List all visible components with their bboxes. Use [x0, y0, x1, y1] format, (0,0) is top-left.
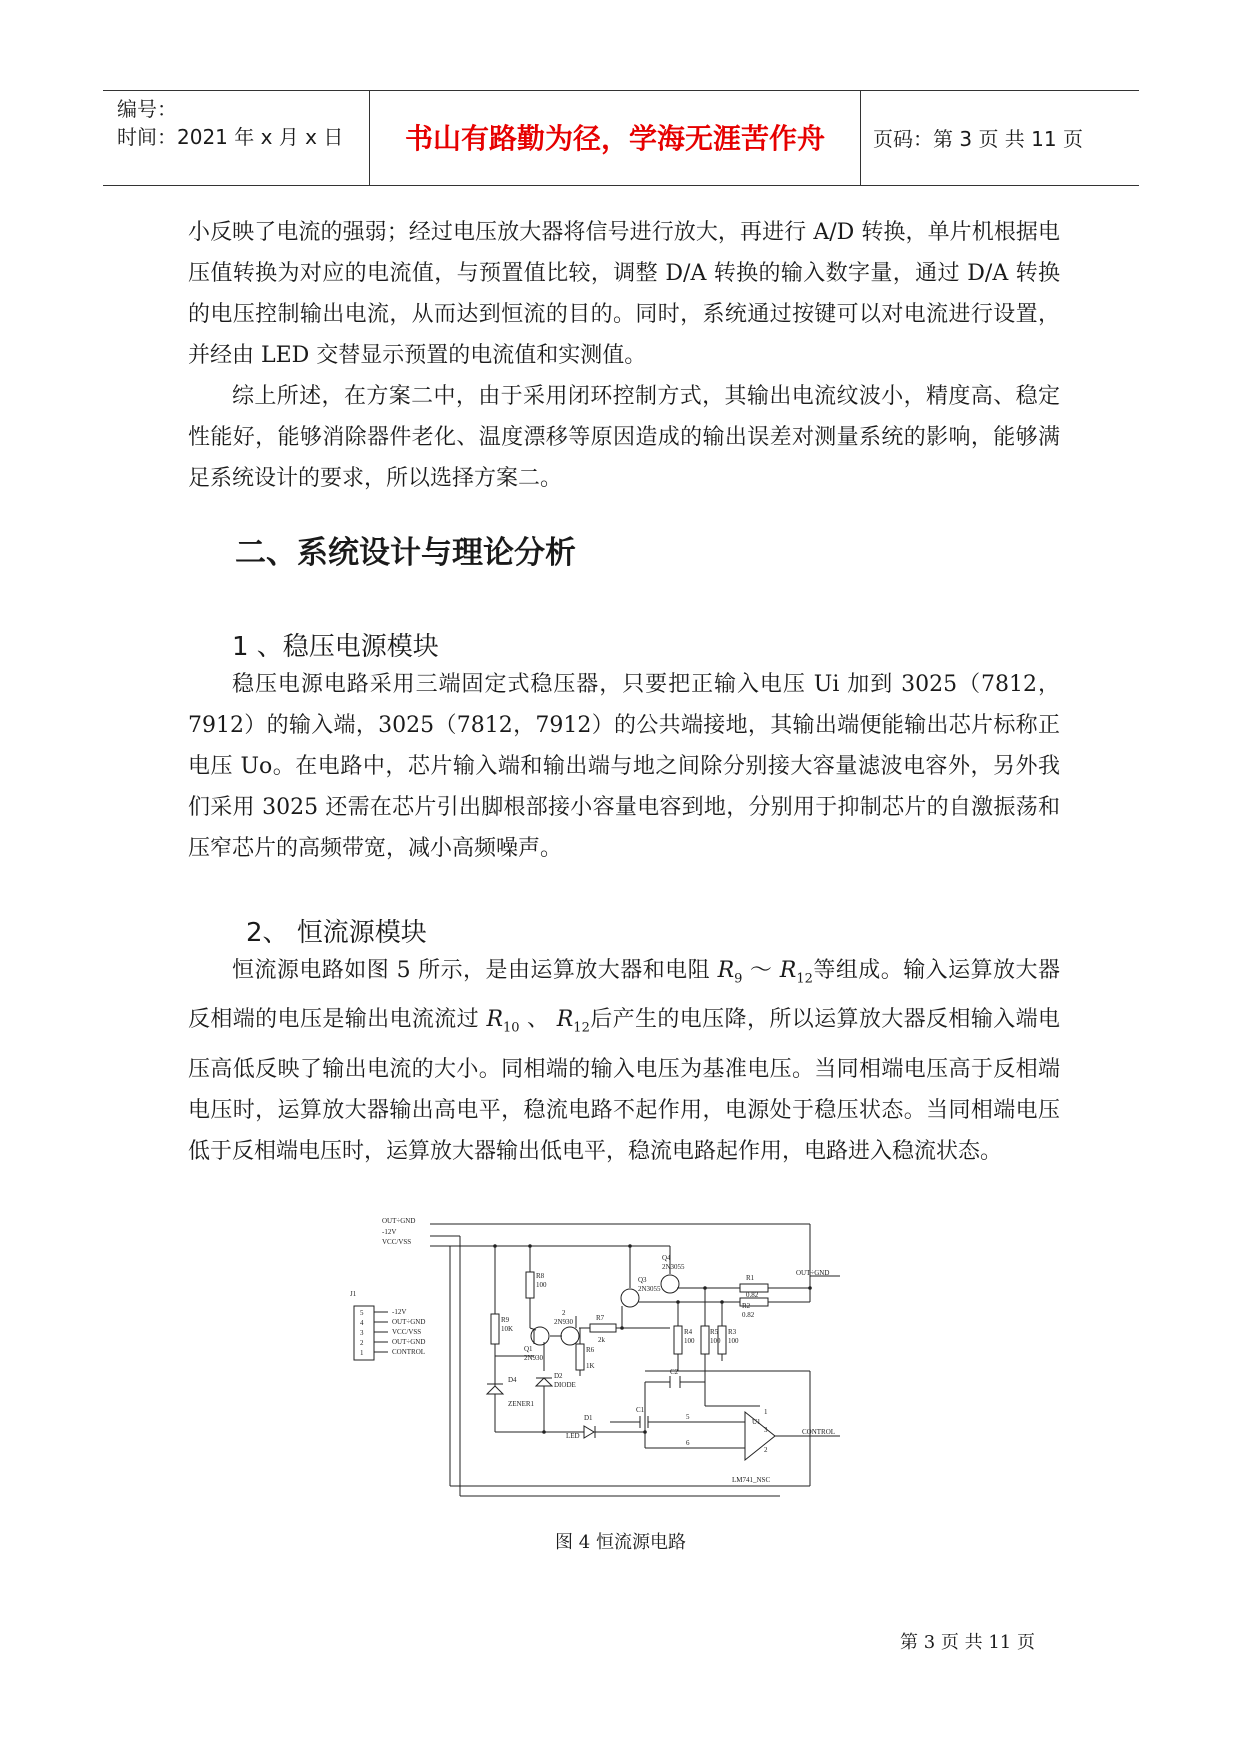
label-r7: R7	[596, 1314, 605, 1322]
header-page-label: 页码：第 3 页 共 11 页	[873, 127, 1083, 151]
page-header	[103, 90, 1139, 186]
label-zener: ZENER1	[508, 1400, 535, 1408]
label-q1-type: 2N930	[524, 1354, 544, 1362]
label-r9-value: 10K	[501, 1325, 514, 1333]
label-node6: 6	[686, 1439, 690, 1447]
label-q4-type: 2N3055	[662, 1263, 685, 1271]
label-q4: Q4	[662, 1254, 671, 1262]
header-motto: 书山有路勤为径，学海无涯苦作舟	[404, 122, 825, 155]
label-r6: R6	[586, 1346, 595, 1354]
paragraph-4-part-c: 后产生的电压降，所以运算放大器反相输入端电压高低反映了输出电流的大小。同相端的输入电压为基准电压。当同相端电压高于反相端电压时，运算放大器输出高电平，稳流电路不起作用，电源处于稳压状态。当同相端电压低于反相端电压时，运算放大器输出低电平，稳流电路起作用，电路进入稳流状态。	[188, 1007, 1060, 1164]
label-u1-pin1: 1	[764, 1408, 768, 1416]
resistor-r12: R	[779, 958, 797, 983]
label-r1: R1	[746, 1274, 755, 1282]
circuit-diagram	[340, 1216, 900, 1506]
label-r8: R8	[536, 1272, 545, 1280]
paragraph-1: 小反映了电流的强弱；经过电压放大器将信号进行放大，再进行 A/D 转换，单片机根据电压值转换为对应的电流值，与预置值比较，调整 D/A 转换的输入数字量，通过 D/A 转换的电压控制输出电流，从而达到恒流的目的。同时，系统通过按键可以对电流进行设置，并经由 LED 交替显示预置的电流值和实测值。	[188, 220, 1060, 368]
label-q3-type: 2N3055	[638, 1285, 661, 1293]
label-d2: D2	[554, 1372, 563, 1380]
label-u1-pin3: 3	[764, 1426, 768, 1434]
document-number-label: 编号：	[117, 97, 177, 121]
label-out-gnd-top: OUT÷GND	[382, 1217, 416, 1225]
label-diode: DIODE	[554, 1381, 576, 1389]
paragraph-4-part-a: 恒流源电路如图 5 所示，是由运算放大器和电阻	[232, 958, 718, 983]
label-d1: D1	[584, 1414, 593, 1422]
label-q2-type: 2N930	[554, 1318, 574, 1326]
label-j1-vcc-vss: VCC/VSS	[392, 1328, 422, 1336]
label-q1: Q1	[524, 1345, 533, 1353]
label-j1-pin4: 4	[360, 1319, 364, 1327]
label-lm741: LM741_NSC	[732, 1476, 771, 1484]
section-title: 二、系统设计与理论分析	[235, 535, 576, 571]
label-q3: Q3	[638, 1276, 647, 1284]
label-r3: R3	[728, 1328, 737, 1336]
label-node5: 5	[686, 1413, 690, 1421]
tilde-sign: ～	[742, 958, 780, 983]
label-q2-number: 2	[562, 1309, 566, 1317]
document-time-label: 时间：2021 年 x 月 x 日	[117, 125, 344, 149]
header-center-cell	[369, 91, 861, 185]
label-minus12v: -12V	[382, 1228, 397, 1236]
label-j1-control: CONTROL	[392, 1348, 426, 1356]
label-c1: C1	[636, 1406, 645, 1414]
label-j1-pin2: 2	[360, 1339, 364, 1347]
label-vcc-vss: VCC/VSS	[382, 1238, 412, 1246]
label-r3-value: 100	[728, 1337, 739, 1345]
label-out-gnd-right: OUT÷GND	[796, 1269, 830, 1277]
label-j1-out-gnd-1: OUT÷GND	[392, 1318, 426, 1326]
page-footer: 第 3 页 共 11 页	[900, 1632, 1035, 1653]
label-r8-value: 100	[536, 1281, 547, 1289]
label-r4: R4	[684, 1328, 693, 1336]
label-c2: C2	[670, 1368, 679, 1376]
label-j1-pin5: 5	[360, 1309, 364, 1317]
resistor-r12-second: R	[556, 1007, 574, 1033]
resistor-r9-subscript: 9	[734, 971, 743, 987]
label-r5: R5	[710, 1328, 719, 1336]
resistor-r10-subscript: 10	[503, 1020, 520, 1036]
label-r4-value: 100	[684, 1337, 695, 1345]
label-r2: R2	[742, 1302, 751, 1310]
resistor-r9: R	[717, 958, 735, 983]
paragraph-3: 稳压电源电路采用三端固定式稳压器，只要把正输入电压 Ui 加到 3025（7812，7912）的输入端，3025（7812，7912）的公共端接地，其输出端便能输出芯片标称正电压 Uo。在电路中，芯片输入端和输出端与地之间除分别接大容量滤波电容外，另外我们采用 3025 还需在芯片引出脚根部接小容量电容到地，分别用于抑制芯片的自激振荡和压窄芯片的高频带宽，减小高频噪声。	[188, 672, 1060, 861]
label-j1-out-gnd-2: OUT÷GND	[392, 1338, 426, 1346]
label-j1: J1	[350, 1290, 357, 1298]
header-right-cell	[859, 91, 1139, 185]
label-u1-pin2: 2	[764, 1446, 768, 1454]
subsection-1-title: 1 、稳压电源模块	[232, 632, 439, 662]
label-u1: U1	[752, 1418, 761, 1426]
resistor-r12-subscript: 12	[796, 971, 813, 987]
label-r1-value: 0.82	[746, 1291, 759, 1299]
subsection-2-title: 2、 恒流源模块	[246, 918, 427, 948]
label-d4: D4	[508, 1376, 517, 1384]
header-left-cell	[103, 91, 369, 185]
label-r5-value: 100	[710, 1337, 721, 1345]
paragraph-2: 综上所述，在方案二中，由于采用闭环控制方式，其输出电流纹波小，精度高、稳定性能好，能够消除器件老化、温度漂移等原因造成的输出误差对测量系统的影响，能够满足系统设计的要求，所以选择方案二。	[188, 384, 1060, 491]
label-control-right: CONTROL	[802, 1428, 836, 1436]
label-r9: R9	[501, 1316, 510, 1324]
paragraph-4-part-b: 等组成。输入运算放大器反相端的电压是输出电流流过	[188, 958, 1060, 1033]
resistor-r10: R	[486, 1007, 504, 1033]
figure-caption: 图 4 恒流源电路	[555, 1532, 686, 1553]
paragraph-4	[188, 950, 1060, 1172]
label-r6-value: 1K	[586, 1362, 595, 1370]
separator: 、	[519, 1007, 557, 1033]
label-r2-value: 0.82	[742, 1311, 755, 1319]
label-j1-minus12v: -12V	[392, 1308, 407, 1316]
label-led: LED	[566, 1432, 580, 1440]
resistor-r12-second-subscript: 12	[573, 1020, 590, 1036]
label-r7-value: 2k	[598, 1336, 605, 1344]
label-j1-pin1: 1	[360, 1349, 364, 1357]
label-j1-pin3: 3	[360, 1329, 364, 1337]
